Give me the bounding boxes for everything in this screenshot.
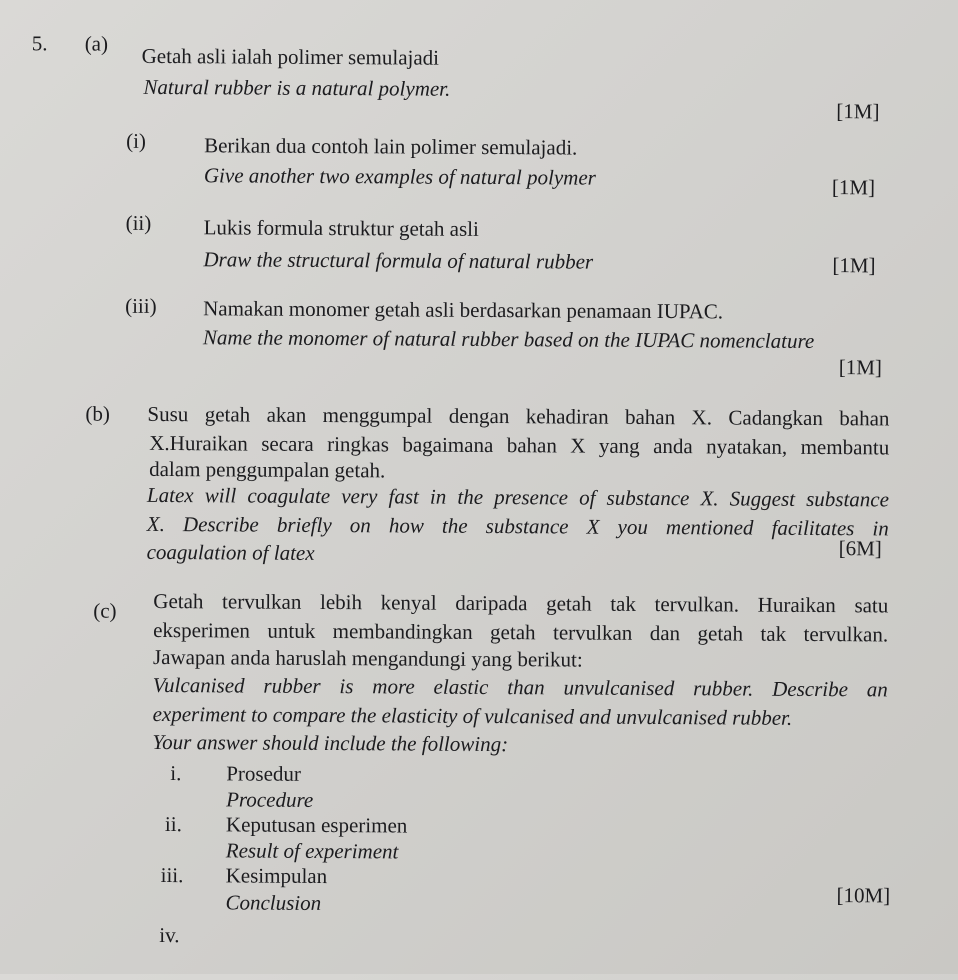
part-b-english-line-3: coagulation of latex — [146, 539, 315, 565]
part-a-malay: Getah asli ialah polimer semulajadi — [141, 43, 440, 70]
part-c-item-ii-english: Result of experiment — [225, 838, 399, 864]
part-a-i-marks: [1M] — [831, 175, 876, 200]
question-number: 5. — [31, 31, 48, 56]
part-a-marks: [1M] — [836, 99, 880, 124]
part-a-ii-label: (ii) — [125, 210, 152, 235]
part-a-i-english: Give another two examples of natural polymer — [203, 163, 596, 190]
part-b-malay-line-3: dalam penggumpalan getah. — [149, 456, 386, 483]
part-c-marks: [10M] — [836, 883, 891, 908]
part-c-item-iii-english: Conclusion — [225, 890, 322, 915]
part-b-malay-line-2: X.Huraikan secara ringkas bagaimana bahan X yang anda nyatakan, membantu — [149, 430, 890, 460]
part-a-iii-english: Name the monomer of natural rubber based on the IUPAC nomenclature — [202, 325, 815, 353]
part-c-item-iv-number: iv. — [159, 922, 180, 948]
part-a-iii-label: (iii) — [125, 293, 157, 318]
part-c-item-ii-number: ii. — [164, 812, 182, 837]
part-c-english-line-3: Your answer should include the following: — [152, 729, 509, 757]
part-c-english-line-1: Vulcanised rubber is more elastic than unvulcanised rubber. Describe an — [152, 672, 888, 702]
part-a-ii-english: Draw the structural formula of natural rubber — [203, 247, 594, 274]
part-a-iii-malay: Namakan monomer getah asli berdasarkan penamaan IUPAC. — [203, 296, 724, 324]
part-a-ii-malay: Lukis formula struktur getah asli — [203, 215, 479, 241]
part-a-iii-marks: [1M] — [838, 355, 883, 380]
part-c-item-ii-malay: Keputusan esperimen — [225, 812, 408, 838]
part-c-item-i-number: i. — [170, 761, 182, 786]
part-a-i-label: (i) — [126, 128, 147, 153]
part-b-english-line-2: X. Describe briefly on how the substance X you mentioned facilitates in — [146, 511, 889, 541]
part-a-label: (a) — [84, 31, 109, 56]
part-a-ii-marks: [1M] — [832, 253, 876, 278]
part-c-english-line-2: experiment to compare the elasticity of vulcanised and unvulcanised rubber. — [152, 701, 793, 730]
part-a-i-malay: Berikan dua contoh lain polimer semulajadi. — [204, 133, 578, 160]
part-b-malay-line-1: Susu getah akan menggumpal dengan kehadiran bahan X. Cadangkan bahan — [147, 401, 890, 431]
part-b-marks: [6M] — [838, 536, 882, 561]
part-c-label: (c) — [93, 598, 117, 623]
part-c-item-iii-malay: Kesimpulan — [225, 863, 328, 889]
part-c-malay-line-2: eksperimen untuk membandingkan getah tervulkan dan getah tak tervulkan. — [153, 617, 889, 647]
part-b-english-line-1: Latex will coagulate very fast in the presence of substance X. Suggest substance — [146, 482, 890, 512]
part-b-label: (b) — [85, 401, 111, 426]
part-c-malay-line-1: Getah tervulkan lebih kenyal daripada getah tak tervulkan. Huraikan satu — [153, 588, 889, 618]
part-c-item-i-english: Procedure — [226, 787, 314, 812]
part-c-item-i-malay: Prosedur — [226, 761, 302, 786]
part-c-malay-line-3: Jawapan anda haruslah mengandungi yang berikut: — [152, 644, 583, 672]
part-a-english: Natural rubber is a natural polymer. — [143, 74, 451, 101]
part-c-item-iii-number: iii. — [160, 862, 184, 888]
